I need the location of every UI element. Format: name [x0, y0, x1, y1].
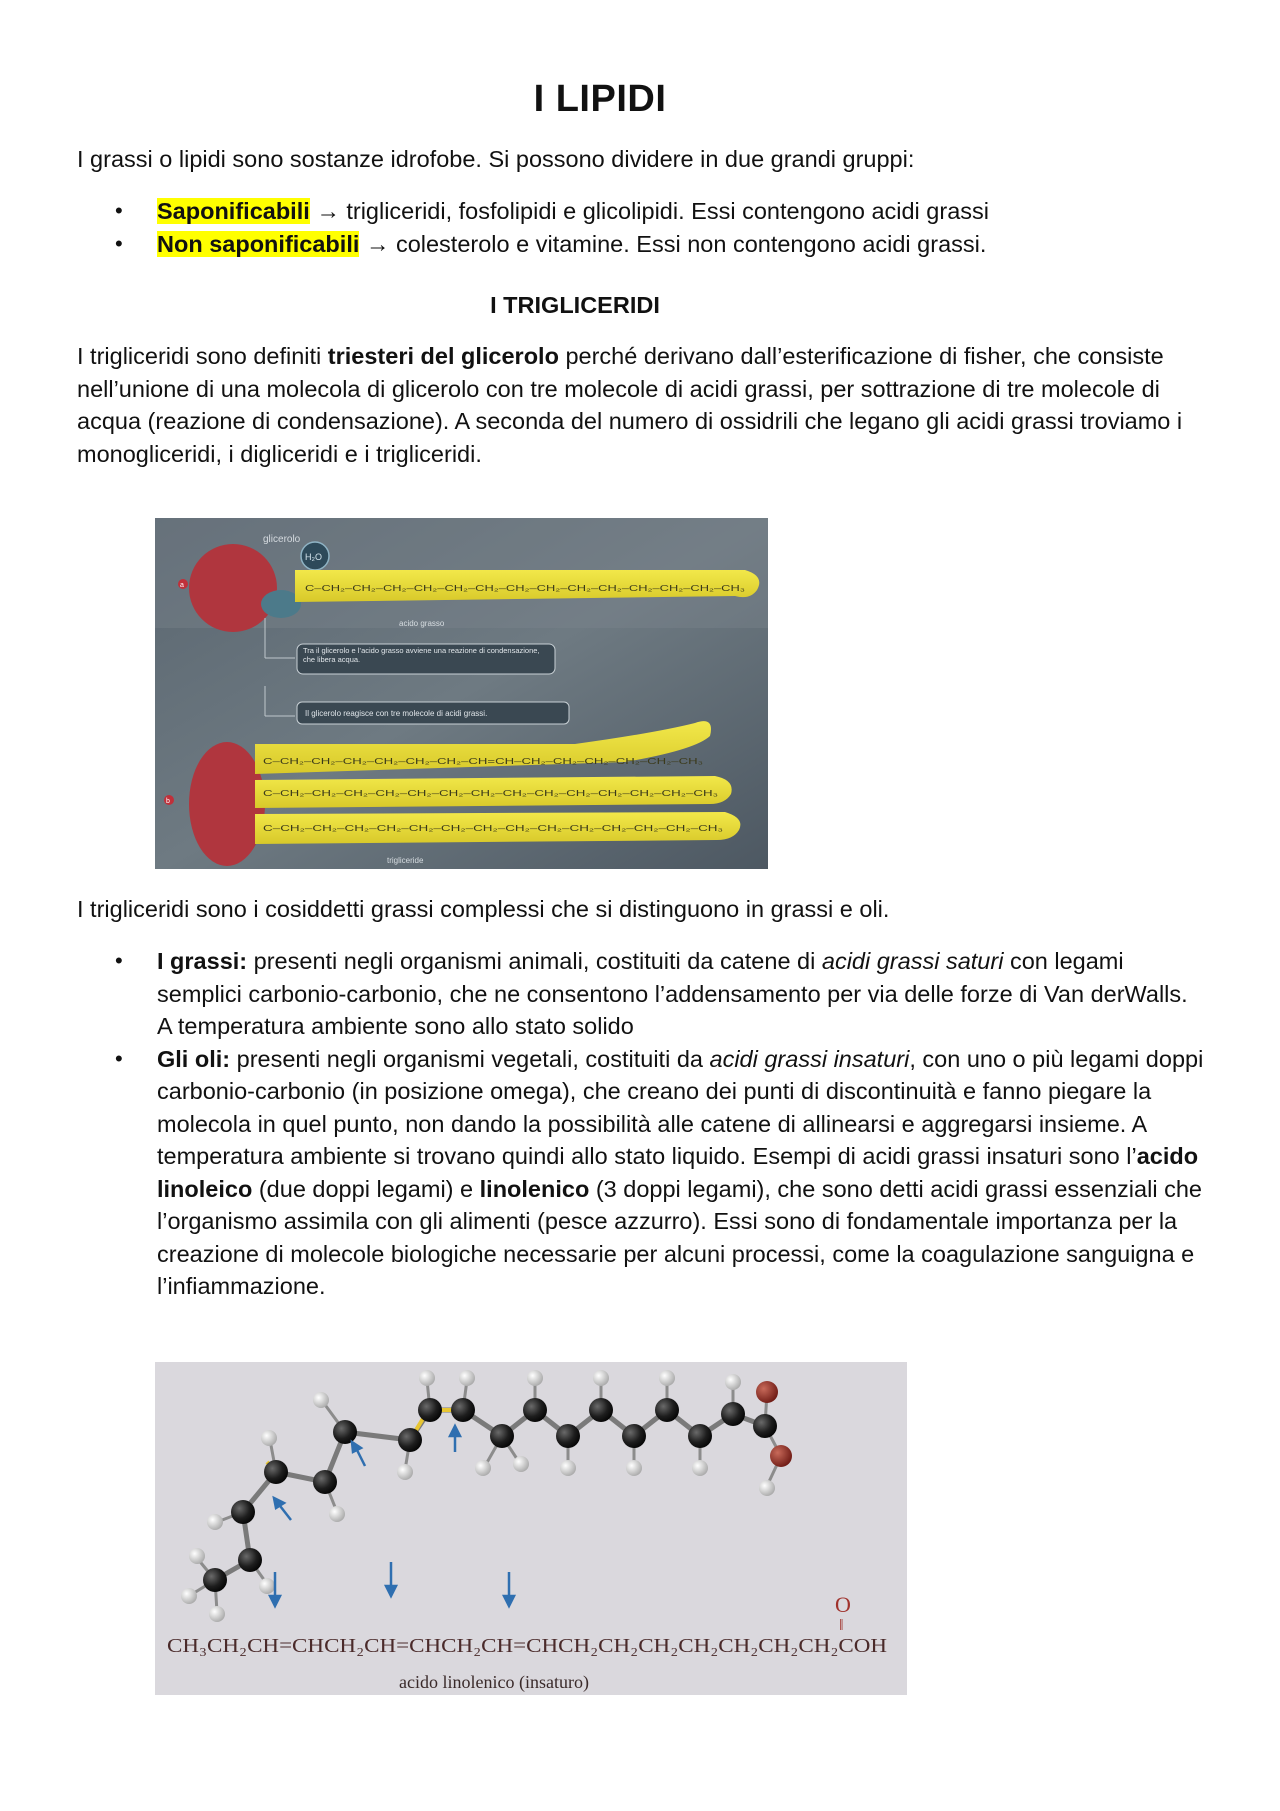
fat-types-list	[77, 945, 1207, 1303]
lipid-groups-list	[77, 195, 1207, 260]
chain-top-formula: C–CH₂–CH₂–CH₂–CH₂–CH₂–CH₂–CH=CH–CH₂–CH₂–CH₂–CH₂–CH₂–CH₃	[263, 757, 703, 766]
svg-text:b: b	[166, 798, 170, 805]
caption-2-text: Il glicerolo reagisce con tre molecole di acidi grassi.	[305, 709, 488, 718]
italic-term: acidi grassi saturi	[821, 948, 1004, 974]
list-item	[77, 228, 1207, 261]
chain-mid-formula: C–CH₂–CH₂–CH₂–CH₂–CH₂–CH₂–CH₂–CH₂–CH₂–CH₂–CH₂–CH₂–CH₂–CH₃	[263, 789, 718, 798]
arrow-icon: →	[365, 230, 390, 257]
triglyceride-paragraph: I trigliceridi sono definiti triesteri del glicerolo perché derivano dall’esterificazione di fisher, che consiste nell’unione di una molecola di glicerolo con tre molecole di acidi grassi, per sottrazione di tre molecole di acqua (reazione di condensazione). A seconda del numero di ossidrili che legano gli acidi grassi troviamo i monogliceridi, i digliceridi e i trigliceridi.	[77, 343, 1183, 467]
group-description: colesterolo e vitamine. Essi non contengono acidi grassi.	[389, 230, 987, 257]
bold-term: linolenico	[479, 1175, 590, 1202]
label-triglyceride: trigliceride	[387, 856, 424, 865]
highlight-saponificabili: Saponificabili	[157, 198, 310, 224]
oils-label: Gli oli:	[157, 1045, 231, 1072]
label-glycerol: glicerolo	[263, 534, 301, 545]
arrow-icon: →	[316, 198, 340, 224]
highlight-non-saponificabili: Non saponificabili	[157, 230, 360, 257]
glycerol-shape-bottom	[189, 742, 265, 866]
linolenic-caption: acido linolenico (insaturo)	[399, 1672, 589, 1692]
chain-bottom-formula: C–CH₂–CH₂–CH₂–CH₂–CH₂–CH₂–CH₂–CH₂–CH₂–CH₂–CH₂–CH₂–CH₂–CH₃	[263, 824, 723, 833]
list-item-oils: • Gli oli: presenti negli organismi vegetali, costituiti da acidi grassi insaturi, con uno o più legami doppi carbonio-carbonio (in posizione omega), che creano dei punti di discontinuità e fanno piegare la molecola in quel punto, non dando la possibilità alle catene di allinearsi e aggregarsi insieme. A temperatura ambiente si trovano quindi allo stato liquido. Esempi di acidi grassi insaturi sono l’acido linoleico (due doppi legami) e linolenico (3 doppi legami), che sono detti acidi grassi essenziali che l’organismo assimila con gli alimenti (pesce azzurro). Essi sono di fondamentale importanza per la creazione di molecole biologiche necessarie per alcuni processi, come la coagulazione sanguigna e l’infiammazione.	[77, 1043, 1207, 1303]
label-fatty-acid: acido grasso	[399, 619, 445, 628]
chain-1-formula: C–CH₂–CH₂–CH₂–CH₂–CH₂–CH₂–CH₂–CH₂–CH₂–CH₂–CH₂–CH₂–CH₂–CH₃	[305, 583, 745, 593]
group-description: trigliceridi, fosfolipidi e glicolipidi. Essi contengono acidi grassi	[339, 198, 989, 224]
intro-paragraph: I grassi o lipidi sono sostanze idrofobe. Si possono dividere in due grandi gruppi:	[77, 146, 915, 172]
carbonyl-bond: ‖	[839, 1617, 844, 1634]
italic-term: acidi grassi insaturi	[709, 1045, 910, 1072]
glycerol-shape-top	[189, 544, 277, 632]
caption-1-text: Tra il glicerolo e l’acido grasso avviene una reazione di condensazione, che libera acqua.	[303, 646, 540, 664]
svg-text:H₂O: H₂O	[305, 552, 322, 562]
fats-label: I grassi:	[157, 948, 248, 974]
list-item-fats: • I grassi: presenti negli organismi animali, costituiti da catene di acidi grassi saturi con legami semplici carbonio-carbonio, che ne consentono l’addensamento per via delle forze di Van derWalls. A temperatura ambiente sono allo stato solido	[77, 945, 1207, 1043]
bold-term: acido linoleico	[157, 1143, 1199, 1202]
triglyceride-figure	[155, 518, 768, 869]
linolenic-acid-diagram	[155, 1362, 907, 1695]
complex-fats-paragraph: I trigliceridi sono i cosiddetti grassi complessi che si distinguono in grassi e oli.	[77, 896, 890, 922]
page-title: I LIPIDI	[533, 78, 667, 120]
linolenic-formula: CH₃CH₂CH=CHCH₂CH=CHCH₂CH=CHCH₂CH₂CH₂CH₂CH₂CH₂CH₂COH	[167, 1635, 887, 1657]
list-item	[77, 195, 1207, 228]
carbonyl-oxygen: O	[835, 1592, 851, 1617]
triglyceride-diagram	[155, 518, 768, 869]
svg-text:a: a	[180, 582, 184, 589]
bold-term: triesteri del glicerolo	[327, 343, 559, 369]
linolenic-acid-figure	[155, 1362, 907, 1695]
section-title: I TRIGLICERIDI	[490, 292, 660, 318]
